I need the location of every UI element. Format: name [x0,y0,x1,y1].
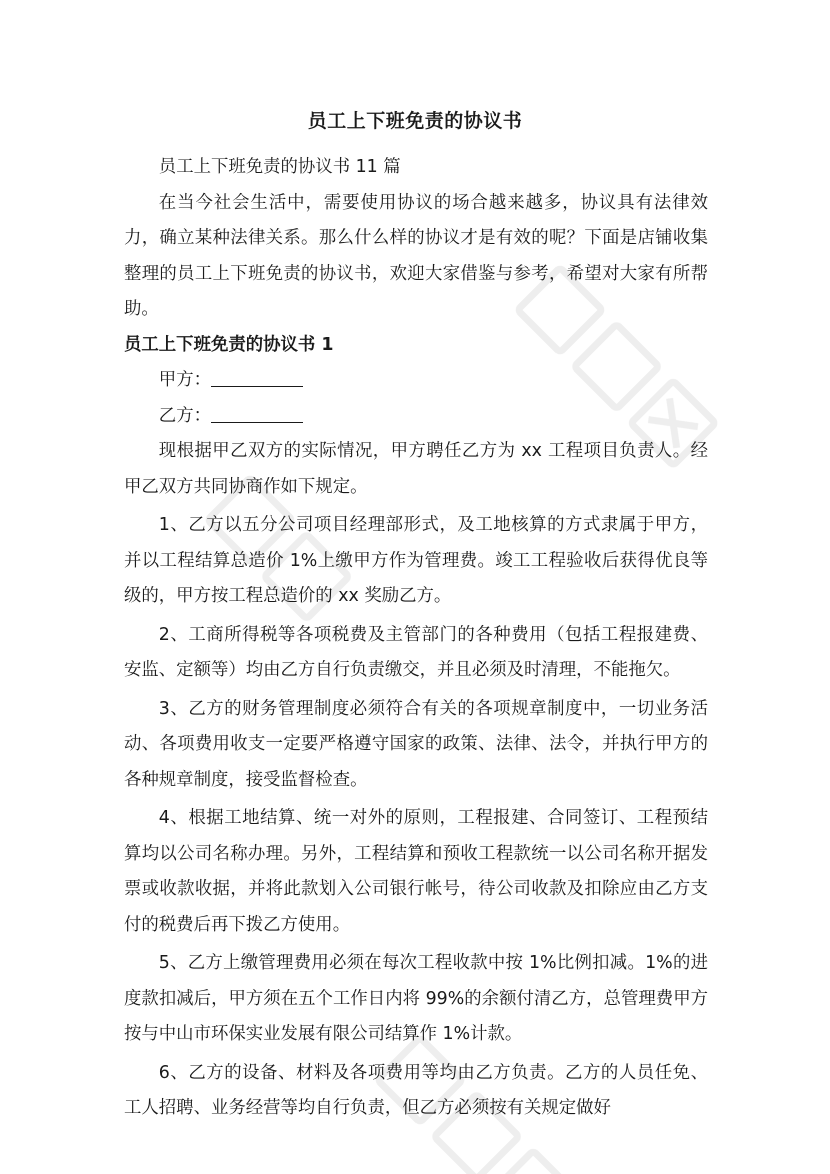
party-b-label: 乙方： [158,405,211,426]
party-a-blank [211,368,303,387]
clause-4: 4、根据工地结算、统一对外的原则，工程报建、合同签订、工程预结算均以公司名称办理。另外，工程结算和预收工程款统一以公司名称开据发票或收款收据，并将此款划入公司银行帐号，待公司收款及扣除应由乙方支付的税费后再下拨乙方使用。 [124,808,708,935]
clause-1: 1、乙方以五分公司项目经理部形式，及工地核算的方式隶属于甲方，并以工程结算总造价 1%上缴甲方作为管理费。竣工工程验收后获得优良等级的，甲方按工程总造价的 xx 奖励乙方。 [124,515,708,606]
section-heading: 员工上下班免责的协议书 1 [124,334,334,355]
clause-5: 5、乙方上缴管理费用必须在每次工程收款中按 1%比例扣减。1%的进度款扣减后，甲方须在五个工作日内将 99%的余额付清乙方，总管理费甲方按与中山市环保实业发展有限公司结算作 1%计款。 [124,953,708,1044]
clause-6: 6、乙方的设备、材料及各项费用等均由乙方负责。乙方的人员任免、工人招聘、业务经营等均自行负责，但乙方必须按有关规定做好 [124,1062,708,1118]
intro-paragraph: 在当今社会生活中，需要使用协议的场合越来越多，协议具有法律效力，确立某种法律关系。那么什么样的协议才是有效的呢？下面是店铺收集整理的员工上下班免责的协议书，欢迎大家借鉴与参考，希望对大家有所帮助。 [124,192,708,319]
document-body [124,150,708,1127]
party-a-field [124,363,708,399]
subtitle-line: 员工上下班免责的协议书 11 篇 [158,157,401,177]
party-b-blank [211,404,303,423]
document-title: 员工上下班免责的协议书 [307,110,523,132]
party-a-label: 甲方： [158,370,211,390]
preamble-paragraph: 现根据甲乙双方的实际情况，甲方聘任乙方为 xx 工程项目负责人。经甲乙双方共同协商作如下规定。 [124,441,708,497]
clause-2: 2、工商所得税等各项税费及主管部门的各种费用（包括工程报建费、安监、定额等）均由乙方自行负责缴交，并且必须及时清理，不能拖欠。 [124,624,708,680]
clause-3: 3、乙方的财务管理制度必须符合有关的各项规章制度中，一切业务活动、各项费用收支一定要严格遵守国家的政策、法律、法令，并执行甲方的各种规章制度，接受监督检查。 [124,698,708,790]
party-b-field [124,399,708,435]
